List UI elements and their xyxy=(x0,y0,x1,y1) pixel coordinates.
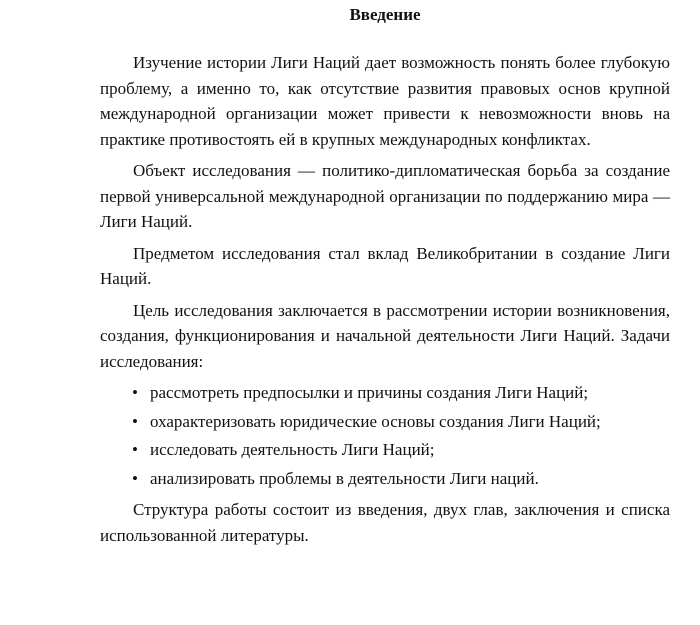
document-title: Введение xyxy=(349,5,421,24)
task-text: охарактеризовать юридические основы создания Лиги Наций; xyxy=(150,411,601,431)
bullet-icon: • xyxy=(132,383,138,402)
intro-paragraph: Изучение истории Лиги Наций дает возможность понять более глубокую проблему, а именно то, как отсутствие развития правовых основ крупной международной организации может привести к невозможности вновь на практике противостоять ей в крупных международных конфликтах. xyxy=(100,53,670,149)
list-item xyxy=(100,437,670,463)
list-item xyxy=(100,409,670,435)
research-object-paragraph: Объект исследования — политико-дипломатическая борьба за создание первой универсальной международной организации по поддержанию мира — Лиги Наций. xyxy=(100,161,670,231)
bullet-icon: • xyxy=(132,411,138,431)
bullet-icon: • xyxy=(132,440,138,459)
task-text: исследовать деятельность Лиги Наций; xyxy=(150,440,435,459)
task-text: анализировать проблемы в деятельности Лиги наций. xyxy=(150,468,539,488)
task-text: рассмотреть предпосылки и причины создания Лиги Наций; xyxy=(150,383,589,402)
structure-paragraph: Структура работы состоит из введения, двух глав, заключения и списка использованной литературы. xyxy=(100,500,670,545)
tasks-list xyxy=(100,380,670,491)
list-item xyxy=(100,466,670,492)
research-subject-paragraph: Предметом исследования стал вклад Великобритании в создание Лиги Наций. xyxy=(100,243,670,288)
bullet-icon: • xyxy=(132,468,138,488)
list-item xyxy=(100,380,670,406)
research-goal-paragraph: Цель исследования заключается в рассмотрении истории возникновения, создания, функционирования и начальной деятельности Лиги Наций. Задачи исследования: xyxy=(100,300,670,371)
